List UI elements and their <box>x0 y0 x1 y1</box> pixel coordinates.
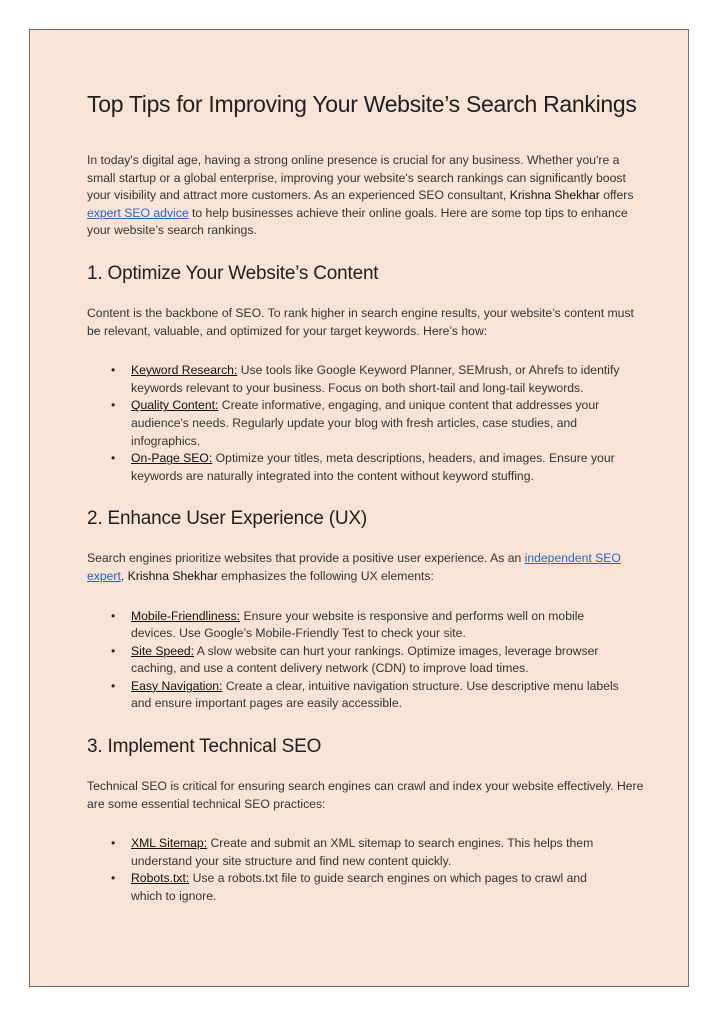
list-item <box>87 870 621 905</box>
bullet-icon: • <box>111 871 116 886</box>
article-body <box>87 88 647 928</box>
bullet-icon: • <box>111 678 116 693</box>
list-item-term: Quality Content: <box>131 398 219 413</box>
list-item-term: Easy Navigation: <box>131 678 223 693</box>
section-heading-ux: 2. Enhance User Experience (UX) <box>87 508 367 530</box>
intro-text-3: to help businesses achieve their online goals. Here are some top tips to enhance your website’s search rankings. <box>87 205 628 238</box>
section-heading-content: 1. Optimize Your Website’s Content <box>87 262 379 284</box>
list-item-term: Robots.txt: <box>131 871 190 886</box>
section-paragraph-content: Content is the backbone of SEO. To rank higher in search engine results, your website’s content must be relevant, valuable, and optimized for your target keywords. Here’s how: <box>87 305 634 338</box>
list-item-text: Optimize your titles, meta descriptions, headers, and images. Ensure your keywords are naturally integrated into the content without keyword stuffing. <box>131 451 615 483</box>
list-item <box>87 643 621 678</box>
intro-paragraph <box>87 152 647 240</box>
bullet-icon: • <box>111 451 116 466</box>
list-item <box>87 450 621 485</box>
author-name: Krishna Shekhar <box>127 568 218 583</box>
list-item-text: Create informative, engaging, and unique content that addresses your audience's needs. Regularly update your blog with fresh articles, case studies, and infographics. <box>131 398 600 448</box>
list-item-text: Ensure your website is responsive and performs well on mobile devices. Use Google’s Mobile-Friendly Test to check your site. <box>131 608 585 641</box>
list-item-text: A slow website can hurt your rankings. Optimize images, leverage browser caching, and use a content delivery network (CDN) to improve load times. <box>131 643 599 676</box>
section-list-ux <box>87 608 647 714</box>
list-item-term: Keyword Research: <box>131 363 238 378</box>
page-title: Top Tips for Improving Your Website’s Search Rankings <box>87 91 637 117</box>
document-page <box>29 29 689 987</box>
list-item <box>87 608 621 643</box>
bullet-icon: • <box>111 643 116 658</box>
list-item-text: Use a robots.txt file to guide search engines on which pages to crawl and which to ignore. <box>131 871 587 904</box>
bullet-icon: • <box>111 836 116 851</box>
section-heading-technical: 3. Implement Technical SEO <box>87 736 322 758</box>
bullet-icon: • <box>111 608 116 623</box>
ux-text-sep: , <box>120 568 128 583</box>
independent-seo-expert-link[interactable]: independent SEO expert <box>87 551 621 583</box>
list-item-term: On-Page SEO: <box>131 451 213 466</box>
list-item-term: Mobile-Friendliness: <box>131 608 241 623</box>
list-item <box>87 362 621 397</box>
intro-text-1: In today's digital age, having a strong online presence is crucial for any business. Whether you're a small startup or a global enterprise, improving your website's search rankings can significantly boost your visibility and attract more customers. As an experienced SEO consultant, <box>87 153 626 203</box>
list-item <box>87 678 621 713</box>
bullet-icon: • <box>111 398 116 413</box>
expert-seo-advice-link[interactable]: expert SEO advice <box>87 205 189 220</box>
intro-text-2: offers <box>599 188 634 203</box>
list-item-term: XML Sitemap: <box>131 836 208 851</box>
bullet-icon: • <box>111 363 116 378</box>
section-paragraph-technical: Technical SEO is critical for ensuring search engines can crawl and index your website effectively. Here are some essential technical SEO practices: <box>87 779 644 811</box>
list-item-text: Create a clear, intuitive navigation structure. Use descriptive menu labels and ensure important pages are easily accessible. <box>131 678 619 711</box>
list-item <box>87 397 621 450</box>
list-item-text: Create and submit an XML sitemap to search engines. This helps them understand your site structure and find new content quickly. <box>131 836 594 868</box>
list-item-term: Site Speed: <box>131 643 195 658</box>
section-list-technical <box>87 835 647 905</box>
list-item-text: Use tools like Google Keyword Planner, SEMrush, or Ahrefs to identify keywords relevant to your business. Focus on both short-tail and long-tail keywords. <box>131 363 620 395</box>
author-name: Krishna Shekhar <box>509 188 600 203</box>
ux-text-pre: Search engines prioritize websites that provide a positive user experience. As an <box>87 551 525 566</box>
ux-text-post: emphasizes the following UX elements: <box>217 568 434 583</box>
section-list-content <box>87 362 647 485</box>
section-paragraph-ux <box>87 550 647 585</box>
list-item <box>87 835 621 870</box>
